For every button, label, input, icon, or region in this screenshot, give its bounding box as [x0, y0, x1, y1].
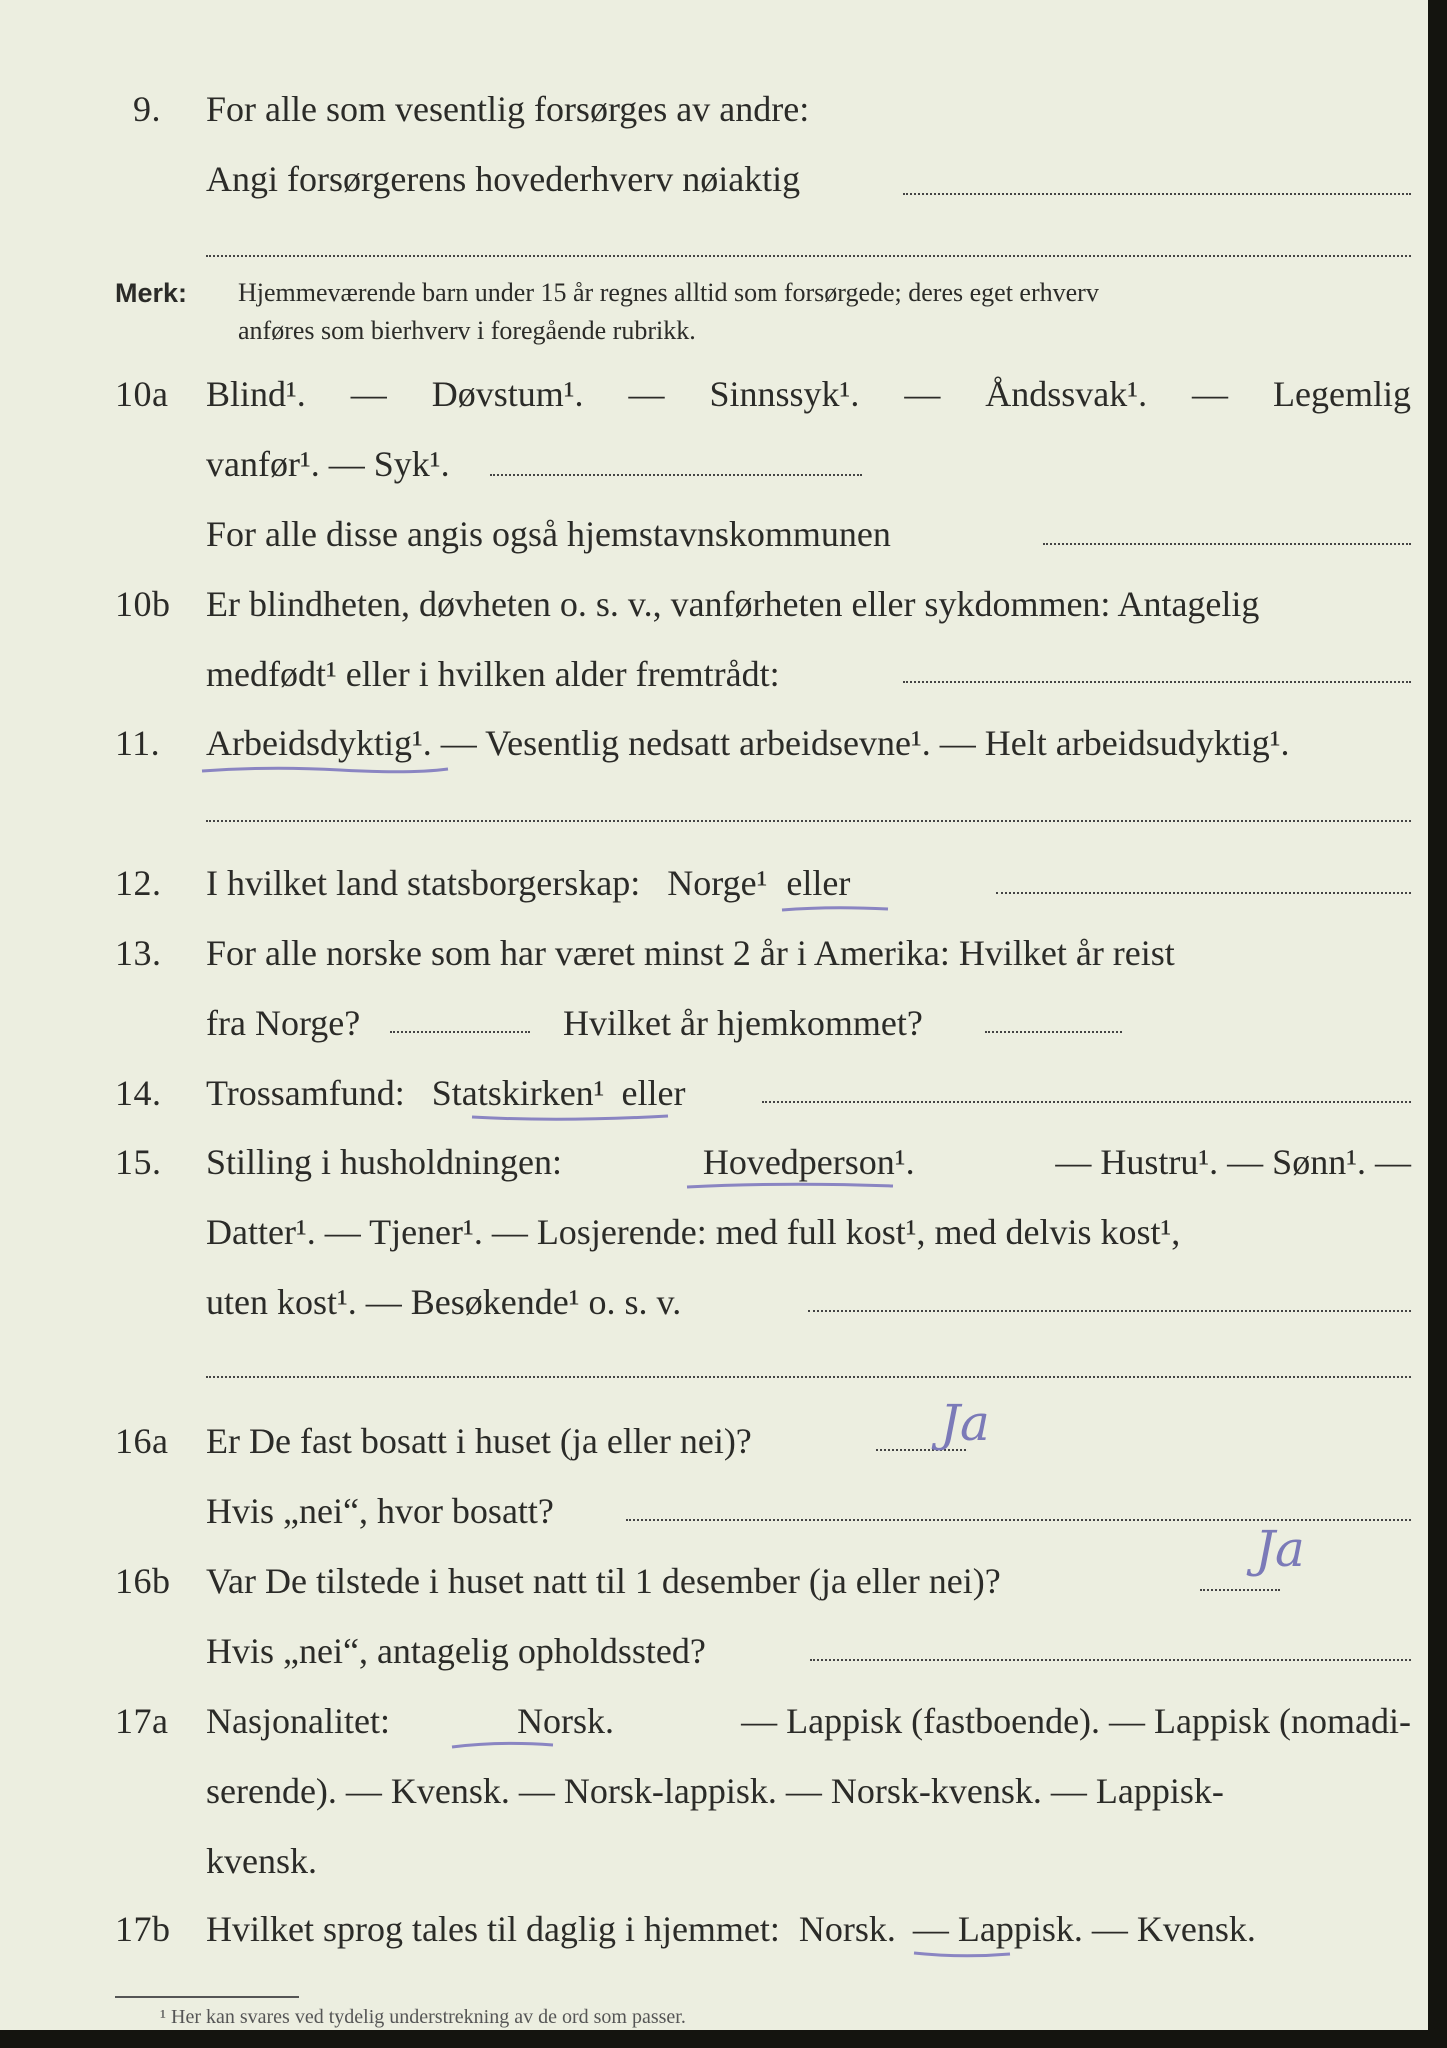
q10a-answer-line[interactable]	[490, 474, 862, 476]
q10a-dash: —	[904, 374, 941, 414]
q9-line1: For alle som vesentlig forsørges av andre:	[206, 89, 810, 129]
q10a-row1	[206, 373, 1411, 415]
q17a-line1	[206, 1700, 1411, 1742]
q16a-handwritten-answer: Ja	[940, 1394, 990, 1452]
q11-arbeidsdyktig: Arbeidsdyktig¹.	[206, 723, 432, 763]
q17a-pre: Nasjonalitet:	[206, 1701, 390, 1741]
q10a-andssvak: Åndssvak¹.	[985, 374, 1148, 414]
q15-line3: uten kost¹. — Besøkende¹ o. s. v.	[206, 1282, 682, 1322]
q17b-pre: Hvilket sprog tales til daglig i hjemmet:	[206, 1909, 780, 1949]
q13-line1: For alle norske som har været minst 2 år i Amerika: Hvilket år reist	[206, 933, 1175, 973]
q17a-number: 17a	[115, 1701, 169, 1741]
scan-border-right	[1428, 0, 1447, 2048]
q10b-number: 10b	[115, 584, 171, 624]
q17a-rest: — Lappisk (fastboende). — Lappisk (nomadi-	[741, 1701, 1411, 1741]
q16a-line2: Hvis „nei“, hvor bosatt?	[206, 1491, 554, 1531]
q14-post: eller	[621, 1073, 686, 1113]
q16b-line2: Hvis „nei“, antagelig opholdssted?	[206, 1631, 706, 1671]
q9-number: 9.	[133, 89, 161, 129]
q17b-norsk: Norsk.	[798, 1909, 896, 1949]
merk-line1: Hjemmeværende barn under 15 år regnes alltid som forsørgede; deres eget erhverv	[238, 278, 1099, 307]
q10a-dovstum: Døvstum¹.	[431, 374, 584, 414]
q13-hjem: Hvilket år hjemkommet?	[563, 1003, 923, 1043]
q12-pre: I hvilket land statsborgerskap:	[206, 863, 641, 903]
q10b-answer-line[interactable]	[903, 681, 1411, 683]
q12-norge: Norge¹	[667, 863, 768, 903]
q17b-number: 17b	[115, 1909, 171, 1949]
q10a-legemlig: Legemlig	[1273, 374, 1411, 414]
q14-pre: Trossamfund:	[206, 1073, 405, 1113]
q10a-number: 10a	[115, 374, 169, 414]
merk-label: Merk:	[115, 278, 188, 308]
q16b-answer-line[interactable]	[1200, 1589, 1280, 1591]
q15-hovedperson: Hovedperson¹.	[702, 1142, 915, 1182]
q17a-line3: kvensk.	[206, 1841, 317, 1881]
q10a-dash: —	[1192, 374, 1229, 414]
footnote-rule	[115, 1996, 299, 1998]
q10a-blind: Blind¹.	[206, 374, 306, 414]
q14-answer-line[interactable]	[762, 1101, 1411, 1103]
q11-answer-line[interactable]	[206, 820, 1411, 822]
q16b-line1: Var De tilstede i huset natt til 1 desember (ja eller nei)?	[206, 1561, 1001, 1601]
q10b-line2: medfødt¹ eller i hvilken alder fremtrådt:	[206, 654, 780, 694]
q11-number: 11.	[115, 723, 161, 763]
q14-number: 14.	[115, 1073, 162, 1113]
q10a-dash: —	[628, 374, 665, 414]
q12-post: eller	[786, 863, 851, 903]
q9-answer-line-2[interactable]	[206, 255, 1411, 257]
q10b-line1: Er blindheten, døvheten o. s. v., vanførheten eller sykdommen: Antagelig	[206, 584, 1260, 624]
q15-answer-line[interactable]	[808, 1310, 1411, 1312]
q11-text	[206, 722, 1290, 764]
q17a-norsk: Norsk.	[517, 1701, 615, 1741]
q15-line2: Datter¹. — Tjener¹. — Losjerende: med full kost¹, med delvis kost¹,	[206, 1212, 1181, 1252]
q15-rest: — Hustru¹. — Sønn¹. —	[1055, 1142, 1411, 1182]
q12-answer-line[interactable]	[996, 892, 1411, 894]
q9-answer-line[interactable]	[903, 193, 1411, 195]
q10a-sinnssyk: Sinnssyk¹.	[709, 374, 860, 414]
q11-rest: — Vesentlig nedsatt arbeidsevne¹. — Helt arbeidsudyktig¹.	[440, 723, 1290, 763]
q15-pre: Stilling i husholdningen:	[206, 1142, 563, 1182]
q14-statskirken: Statskirken¹	[431, 1073, 605, 1113]
q15-answer-line-2[interactable]	[206, 1376, 1411, 1378]
q16a-number: 16a	[115, 1421, 169, 1461]
q10a-line2: vanfør¹. — Syk¹.	[206, 444, 450, 484]
q15-line1	[206, 1141, 1411, 1183]
q12-number: 12.	[115, 863, 162, 903]
q9-line2: Angi forsørgerens hovederhverv nøiaktig	[206, 159, 801, 199]
q10a-line3: For alle disse angis også hjemstavnskommunen	[206, 514, 891, 554]
q13-fra: fra Norge?	[206, 1003, 361, 1043]
q16b-handwritten-answer: Ja	[1255, 1520, 1305, 1578]
q10a-dash: —	[350, 374, 387, 414]
q12-text	[206, 862, 850, 904]
merk-line2: anføres som bierhverv i foregående rubrikk.	[238, 316, 696, 345]
scan-border-bottom	[0, 2030, 1447, 2048]
q17b-rest: — Lappisk. — Kvensk.	[912, 1909, 1256, 1949]
footnote: ¹ Her kan svares ved tydelig understrekning av de ord som passer.	[160, 2006, 686, 2028]
q17b-text	[206, 1908, 1256, 1950]
q16b-number: 16b	[115, 1561, 171, 1601]
q15-number: 15.	[115, 1142, 162, 1182]
q13-hjem-line[interactable]	[985, 1031, 1122, 1033]
q13-number: 13.	[115, 933, 162, 973]
q14-text	[206, 1072, 685, 1114]
q10a-hjemstavn-line[interactable]	[1043, 543, 1411, 545]
q17a-line2: serende). — Kvensk. — Norsk-lappisk. — Norsk-kvensk. — Lappisk-	[206, 1771, 1224, 1811]
q16b-opholdssted-line[interactable]	[810, 1659, 1411, 1661]
q13-fra-line[interactable]	[390, 1031, 530, 1033]
q16a-line1: Er De fast bosatt i huset (ja eller nei)?	[206, 1421, 752, 1461]
